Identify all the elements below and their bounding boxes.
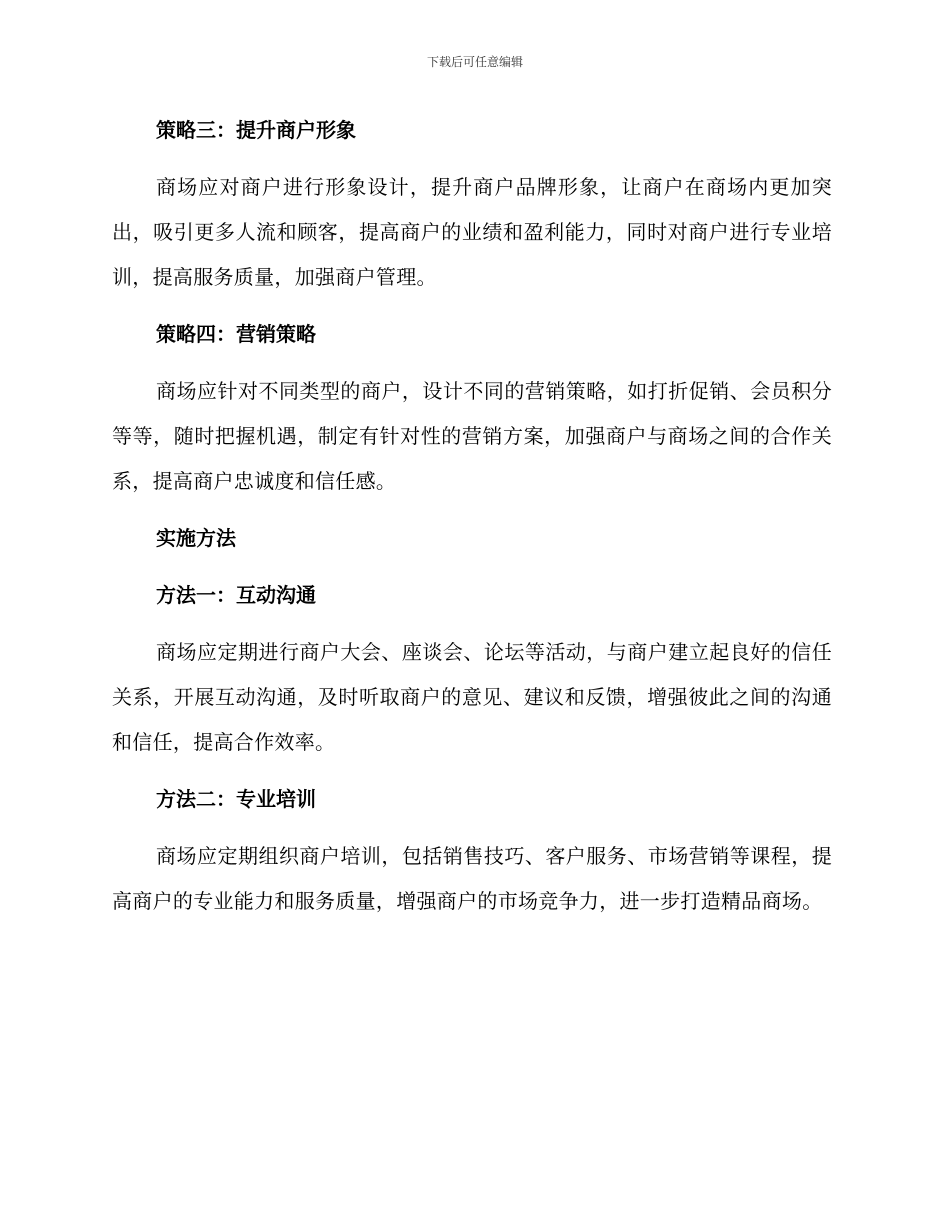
- header-note: 下载后可任意编辑: [426, 55, 523, 69]
- document-body: [112, 108, 832, 936]
- heading-implementation: 实施方法: [156, 526, 236, 550]
- paragraph-strategy-three: 商场应对商户进行形象设计，提升商户品牌形象，让商户在商场内更加突出，吸引更多人流和顾客，提高商户的业绩和盈利能力，同时对商户进行专业培训，提高服务质量，加强商户管理。: [112, 175, 832, 289]
- paragraph-method-two: 商场应定期组织商户培训，包括销售技巧、客户服务、市场营销等课程，提高商户的专业能力和服务质量，增强商户的市场竞争力，进一步打造精品商场。: [112, 844, 832, 913]
- paragraph-strategy-four: 商场应针对不同类型的商户，设计不同的营销策略，如打折促销、会员积分等等，随时把握机遇，制定有针对性的营销方案，加强商户与商场之间的合作关系，提高商户忠诚度和信任感。: [112, 379, 832, 493]
- heading-strategy-three: 策略三：提升商户形象: [156, 118, 356, 142]
- heading-method-two: 方法二：专业培训: [156, 787, 316, 811]
- heading-strategy-four: 策略四：营销策略: [156, 322, 316, 346]
- paragraph-method-one: 商场应定期进行商户大会、座谈会、论坛等活动，与商户建立起良好的信任关系，开展互动沟通，及时听取商户的意见、建议和反馈，增强彼此之间的沟通和信任，提高合作效率。: [112, 640, 832, 754]
- heading-method-one: 方法一：互动沟通: [156, 583, 316, 607]
